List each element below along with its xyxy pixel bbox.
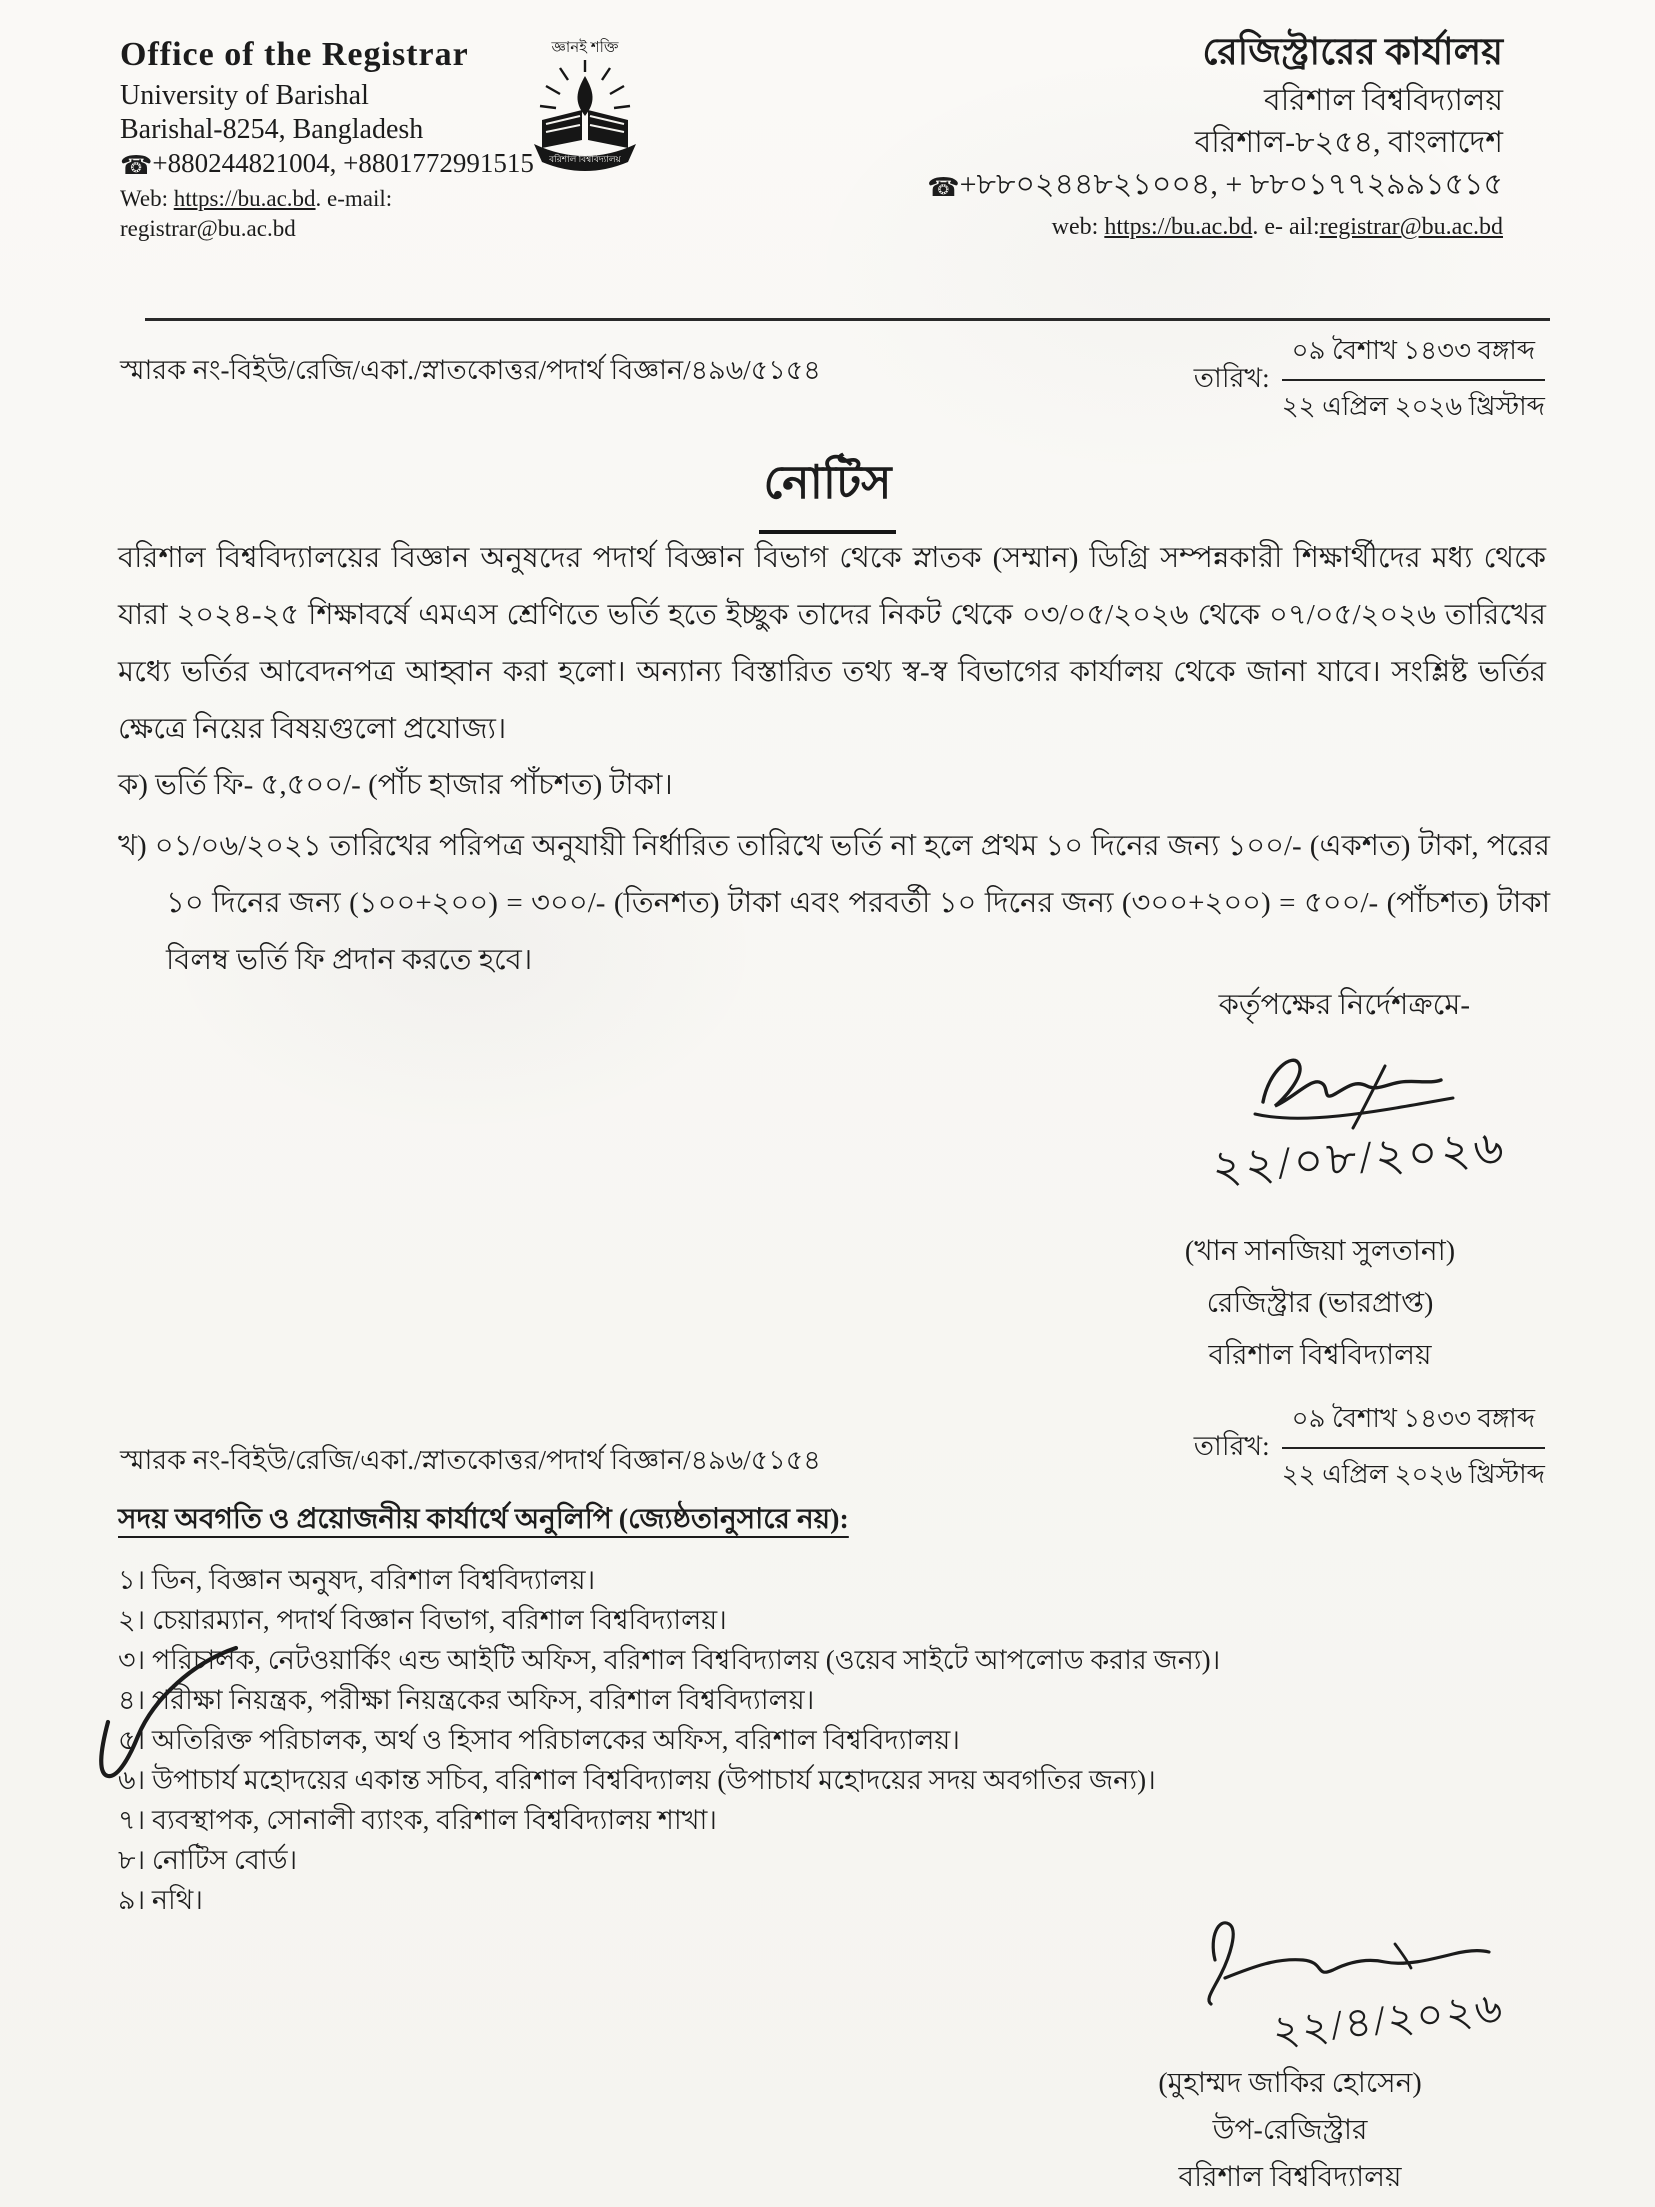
- email-label-bn: . e- ail:: [1252, 214, 1320, 240]
- date-fraction: [1282, 1398, 1545, 1498]
- phone-icon: ☎: [927, 173, 960, 202]
- notice-body-paragraph: বরিশাল বিশ্ববিদ্যালয়ের বিজ্ঞান অনুষদের পদার্থ বিজ্ঞান বিভাগ থেকে স্নাতক (সম্মান) ডিগ্রি সম্পন্নকারী শিক্ষার্থীদের মধ্য থেকে যারা ২০২৪-২৫ শিক্ষাবর্ষে এমএস শ্রেণিতে ভর্তি হতে ইচ্ছুক তাদের নিকট থেকে ০৩/০৫/২০২৬ থেকে ০৭/০৫/২০২৬ তারিখের মধ্যে ভর্তির আবেদনপত্র আহ্বান করা হলো। অন্যান্য বিস্তারিত তথ্য স্ব-স্ব বিভাগের কার্যালয় থেকে জানা যাবে। সংশ্লিষ্ট ভর্তির ক্ষেত্রে নিয়ের বিষয়গুলো প্রযোজ্য।: [118, 542, 1546, 745]
- email-bn: registrar@bu.ac.bd: [1319, 214, 1503, 240]
- letterhead-bn: [927, 26, 1503, 245]
- memo-number-2: স্মারক নং-বিইউ/রেজি/একা./স্নাতকোত্তর/পদার্থ বিজ্ঞান/৪৯৬/৫১৫৪: [120, 1445, 821, 1475]
- distribution-heading: সদয় অবগতি ও প্রয়োজনীয় কার্যার্থে অনুলিপি (জ্যেষ্ঠতানুসারে নয়):: [118, 1504, 849, 1535]
- signatory-1-name: (খান সানজিয়া সুলতানা): [1184, 1236, 1456, 1267]
- handwritten-date-2: ২২/৪/২০২৬: [1270, 1985, 1507, 2056]
- office-title-bn: রেজিস্ট্রারের কার্যালয়: [1202, 32, 1503, 73]
- notice-title-row: [0, 448, 1655, 534]
- phone-numbers-bn: +৮৮০২৪৪৮২১০০৪, + ৮৮০১৭৭২৯৯১৫১৫: [959, 168, 1503, 201]
- address-en: Barishal-8254, Bangladesh: [120, 114, 424, 145]
- notice-point-b: খ) ০১/০৬/২০২১ তারিখের পরিপত্র অনুযায়ী নির্ধারিত তারিখে ভর্তি না হলে প্রথম ১০ দিনের জন্য ১০০/- (একশত) টাকা, পরের ১০ দিনের জন্য (১০০+২০০) = ৩০০/- (তিনশত) টাকা এবং পরবর্তী ১০ দিনের জন্য (৩০০+২০০) = ৫০০/- (পাঁচশত) টাকা বিলম্ব ভর্তি ফি প্রদান করতে হবে।: [118, 830, 1550, 976]
- distribution-list: [118, 1560, 1220, 1920]
- signatory-1-organization: বরিশাল বিশ্ববিদ্যালয়: [1208, 1340, 1432, 1371]
- web-label-en: Web:: [120, 186, 174, 211]
- distribution-item-2: ২। চেয়ারম্যান, পদার্থ বিজ্ঞান বিভাগ, বরিশাল বিশ্ববিদ্যালয়।: [118, 1605, 727, 1635]
- phone-icon: ☎: [120, 151, 153, 180]
- distribution-item-9: ৯। নথি।: [118, 1885, 203, 1915]
- date-gregorian: ২২ এপ্রিল ২০২৬ খ্রিস্টাব্দ: [1281, 1460, 1545, 1489]
- web-line-en: [120, 186, 392, 212]
- date-fraction: [1282, 330, 1545, 430]
- signatory-1-designation: রেজিস্ট্রার (ভারপ্রাপ্ত): [1206, 1288, 1434, 1319]
- address-bn: বরিশাল-৮২৫৪, বাংলাদেশ: [1194, 126, 1503, 159]
- header-divider: [145, 318, 1550, 321]
- date-block-2: [1194, 1398, 1545, 1498]
- university-name-bn: বরিশাল বিশ্ববিদ্যালয়: [1264, 84, 1503, 117]
- date-label: তারিখ:: [1193, 362, 1270, 393]
- distribution-item-6: ৬। উপাচার্য মহোদয়ের একান্ত সচিব, বরিশাল বিশ্ববিদ্যালয় (উপাচার্য মহোদয়ের সদয় অবগতির জন্য)।: [118, 1765, 1156, 1795]
- signatory-2-block: [1080, 2060, 1500, 2201]
- distribution-item-3: ৩। পরিচালক, নেটওয়ার্কিং এন্ড আইটি অফিস, বরিশাল বিশ্ববিদ্যালয় (ওয়েব সাইটে আপলোড করার জন্য)।: [118, 1645, 1221, 1675]
- seal-motto-text: জ্ঞানই শক্তি: [551, 40, 619, 56]
- date-label: তারিখ:: [1193, 1430, 1270, 1461]
- signatory-2-designation: উপ-রেজিস্ট্রার: [1212, 2115, 1368, 2146]
- signatory-2-name: (মুহাম্মদ জাকির হোসেন): [1158, 2068, 1422, 2099]
- date-gregorian: ২২ এপ্রিল ২০২৬ খ্রিস্টাব্দ: [1281, 392, 1545, 421]
- signatory-2-organization: বরিশাল বিশ্ববিদ্যালয়: [1178, 2162, 1402, 2193]
- date-block: [1194, 330, 1545, 430]
- by-order-of-authority: কর্তৃপক্ষের নির্দেশক্রমে-: [1218, 989, 1470, 1021]
- email-label-en: . e-mail:: [315, 186, 393, 211]
- distribution-item-4: ৪। পরীক্ষা নিয়ন্ত্রক, পরীক্ষা নিয়ন্ত্রকের অফিস, বরিশাল বিশ্ববিদ্যালয়।: [118, 1685, 815, 1715]
- web-line-bn: [927, 209, 1503, 245]
- email-en: registrar@bu.ac.bd: [120, 216, 296, 241]
- web-url-en: https://bu.ac.bd: [173, 186, 316, 211]
- handwritten-checkmark: [86, 1632, 246, 1797]
- distribution-item-7: ৭। ব্যবস্থাপক, সোনালী ব্যাংক, বরিশাল বিশ্ববিদ্যালয় শাখা।: [118, 1805, 717, 1835]
- phone-numbers-en: +880244821004, +8801772991515: [152, 148, 534, 178]
- office-title-en: Office of the Registrar: [120, 36, 469, 73]
- date-bangla-calendar: ০৯ বৈশাখ ১৪৩৩ বঙ্গাব্দ: [1282, 1398, 1545, 1449]
- distribution-item-5: ৫। অতিরিক্ত পরিচালক, অর্থ ও হিসাব পরিচালকের অফিস, বরিশাল বিশ্ববিদ্যালয়।: [118, 1725, 960, 1755]
- memo-number: স্মারক নং-বিইউ/রেজি/একা./স্নাতকোত্তর/পদার্থ বিজ্ঞান/৪৯৬/৫১৫৪: [120, 355, 821, 385]
- notice-title: নোটিস: [759, 448, 895, 534]
- university-name-en: University of Barishal: [120, 80, 369, 111]
- notice-point-a: ক) ভর্তি ফি- ৫,৫০০/- (পাঁচ হাজার পাঁচশত) টাকা।: [118, 769, 673, 801]
- seal-flame: [577, 76, 592, 116]
- university-seal-logo: [522, 36, 648, 179]
- web-label-bn: web:: [1051, 214, 1105, 240]
- distribution-item-1: ১। ডিন, বিজ্ঞান অনুষদ, বরিশাল বিশ্ববিদ্যালয়।: [118, 1565, 596, 1595]
- signatory-1-block: [1140, 1226, 1500, 1382]
- handwritten-date-1: ২২/০৮/২০২৬: [1210, 1121, 1508, 1194]
- date-bangla-calendar: ০৯ বৈশাখ ১৪৩৩ বঙ্গাব্দ: [1282, 330, 1545, 381]
- distribution-item-8: ৮। নোটিস বোর্ড।: [118, 1845, 298, 1875]
- web-url-bn: https://bu.ac.bd: [1104, 214, 1253, 240]
- phone-line-bn: [927, 164, 1503, 209]
- phone-line-en: [120, 148, 534, 181]
- seal-banner-text: বরিশাল বিশ্ববিদ্যালয়: [549, 154, 621, 164]
